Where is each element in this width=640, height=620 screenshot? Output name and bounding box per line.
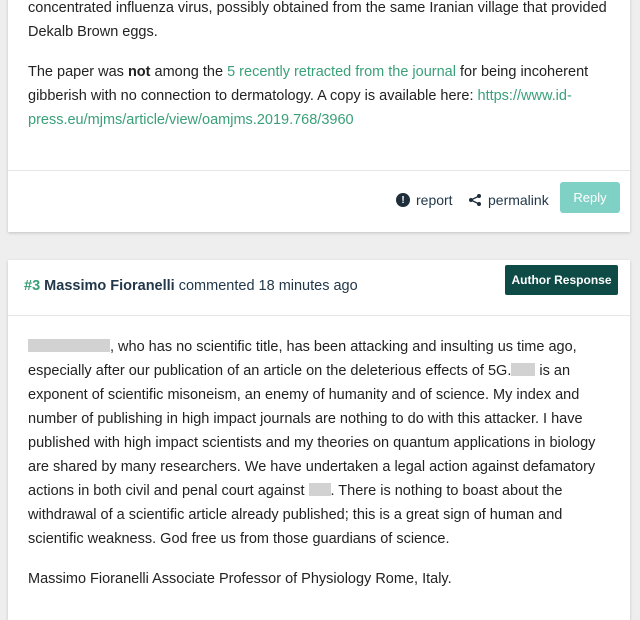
paragraph: concentrated influenza virus, possibly obtained from the same Iranian village that provided Dekalb Brown eggs. (28, 0, 607, 40)
redacted-name (309, 483, 331, 496)
author-response-badge: Author Response (505, 265, 618, 295)
share-icon (468, 193, 482, 207)
comment-body (28, 335, 614, 591)
comment-actions (8, 170, 630, 232)
comment-timestamp: commented 18 minutes ago (174, 278, 358, 294)
paragraph: , who has no scientific title, has been attacking and insulting us time ago, especially after our publication of an article on the deleterious effects of 5G. is an exponent of scientific misoneism, an enemy of humanity and of science. My index and number of publishing in high impact journals are nothing to do with this attacker. I have published with high impact scientists and my theories on quantum applications in biology are shared by many researchers. We have undertaken a legal action against defamatory actions in both civil and penal court against . There is nothing to boast about the withdrawal of a scientific article already published; this is a great sign of human and scientific weakness. God free us from those guardians of science. (28, 339, 596, 547)
reply-button[interactable]: Reply (560, 182, 620, 213)
signature: Massimo Fioranelli Associate Professor of Physiology Rome, Italy. (28, 571, 452, 587)
comment-card-3 (8, 260, 630, 620)
report-button[interactable]: ! report (396, 192, 453, 208)
comment-header (8, 260, 630, 315)
divider (8, 315, 630, 316)
redacted-name (28, 339, 110, 352)
comment-body (8, 0, 630, 132)
retracted-link[interactable]: 5 recently retracted from the journal (227, 64, 456, 80)
comment-card-2 (8, 0, 630, 232)
comment-author[interactable]: Massimo Fioranelli (44, 278, 175, 294)
paper-url-link[interactable]: https://www.id-press.eu/mjms/article/view/oamjms.2019.768/3960 (28, 88, 572, 128)
comment-number[interactable]: #3 (24, 278, 41, 294)
redacted-name (511, 363, 535, 376)
alert-circle-icon: ! (396, 193, 410, 207)
paragraph: The paper was not among the 5 recently retracted from the journal for being incoherent gibberish with no connection to dermatology. A copy is available here: https://www.id-press.eu/mjms/article/view/oamjms.2019.768/3960 (28, 64, 589, 128)
permalink-button[interactable]: permalink (468, 192, 549, 208)
